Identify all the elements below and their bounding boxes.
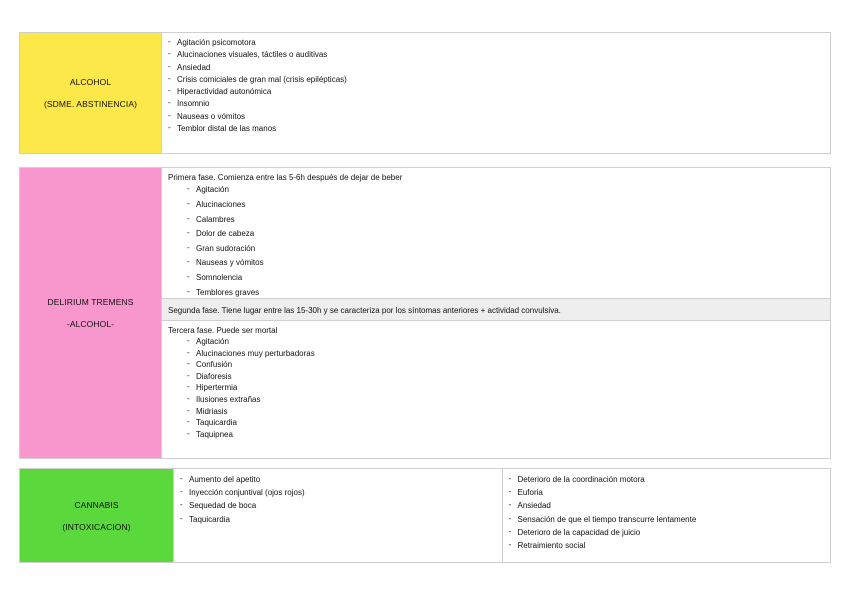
list-item: - Calambres [187,213,824,228]
list-item: - Agitación [187,183,824,198]
list-item: - Taquicardia [187,417,824,429]
alcohol-label-cell [20,33,161,153]
phase-2: Segunda fase. Tiene lugar entre las 15-30h y se caracteriza por los síntomas anteriores + actividad convulsiva. [162,298,830,321]
phase-1-list [187,183,824,300]
list-item: - Hiperactividad autonómica [168,86,824,98]
phase-1-intro: Primera fase. Comienza entre las 5-6h después de dejar de beber [168,173,403,182]
cannabis-section [19,468,831,563]
list-item: - Alucinaciones [187,198,824,213]
list-item: - Taquipnea [187,429,824,441]
phase-1 [162,168,830,298]
list-item: - Euforia [509,486,825,499]
cannabis-label-cell [20,469,173,562]
phase-3-intro: Tercera fase. Puede ser mortal [168,326,278,335]
list-item: - Temblor distal de las manos [168,123,824,135]
list-item: - Alucinaciones visuales, táctiles o auditivas [168,49,824,61]
list-item: - Agitación psicomotora [168,37,824,49]
cannabis-list-1 [180,473,496,526]
list-item: - Dolor de cabeza [187,227,824,242]
alcohol-section [19,32,831,154]
list-item: - Midriasis [187,406,824,418]
list-item: - Nauseas y vómitos [187,256,824,271]
alcohol-subtitle: (SDME. ABSTINENCIA) [43,99,138,109]
cannabis-list-2 [509,473,825,552]
list-item: - Somnolencia [187,271,824,286]
list-item: - Alucinaciones muy perturbadoras [187,348,824,360]
cannabis-subtitle: (INTOXICACION) [62,521,131,532]
delirium-label-cell [20,168,161,458]
list-item: - Insomnio [168,98,824,110]
cannabis-symptoms [173,469,830,562]
list-item: - Ansiedad [168,62,824,74]
alcohol-title: ALCOHOL [69,77,112,87]
list-item: - Retraimiento social [509,539,825,552]
list-item: - Diaforesis [187,371,824,383]
alcohol-symptom-list [168,37,824,135]
delirium-subtitle: -ALCOHOL- [66,319,115,329]
cannabis-column-2 [502,469,831,562]
cannabis-title: CANNABIS [74,499,119,510]
list-item: - Aumento del apetito [180,473,496,486]
list-item: - Sequedad de boca [180,499,496,512]
delirium-section [19,167,831,459]
phase-3-list [187,336,824,440]
list-item: - Ansiedad [509,499,825,512]
list-item: - Deterioro de la capacidad de juicio [509,526,825,539]
list-item: - Crisis comiciales de gran mal (crisis epilépticas) [168,74,824,86]
list-item: - Nauseas o vómitos [168,111,824,123]
list-item: - Taquicardia [180,513,496,526]
phase-3 [162,321,830,444]
list-item: - Hipertermia [187,382,824,394]
delirium-phases [161,168,830,458]
list-item: - Inyección conjuntival (ojos rojos) [180,486,496,499]
list-item: - Deterioro de la coordinación motora [509,473,825,486]
list-item: - Gran sudoración [187,242,824,257]
list-item: - Confusión [187,359,824,371]
list-item: - Sensación de que el tiempo transcurre lentamente [509,513,825,526]
list-item: - Agitación [187,336,824,348]
list-item: - Temblores graves [187,286,824,301]
cannabis-column-1 [174,469,502,562]
alcohol-symptoms [161,33,830,153]
list-item: - Ilusiones extrañas [187,394,824,406]
delirium-title: DELIRIUM TREMENS [47,297,134,307]
